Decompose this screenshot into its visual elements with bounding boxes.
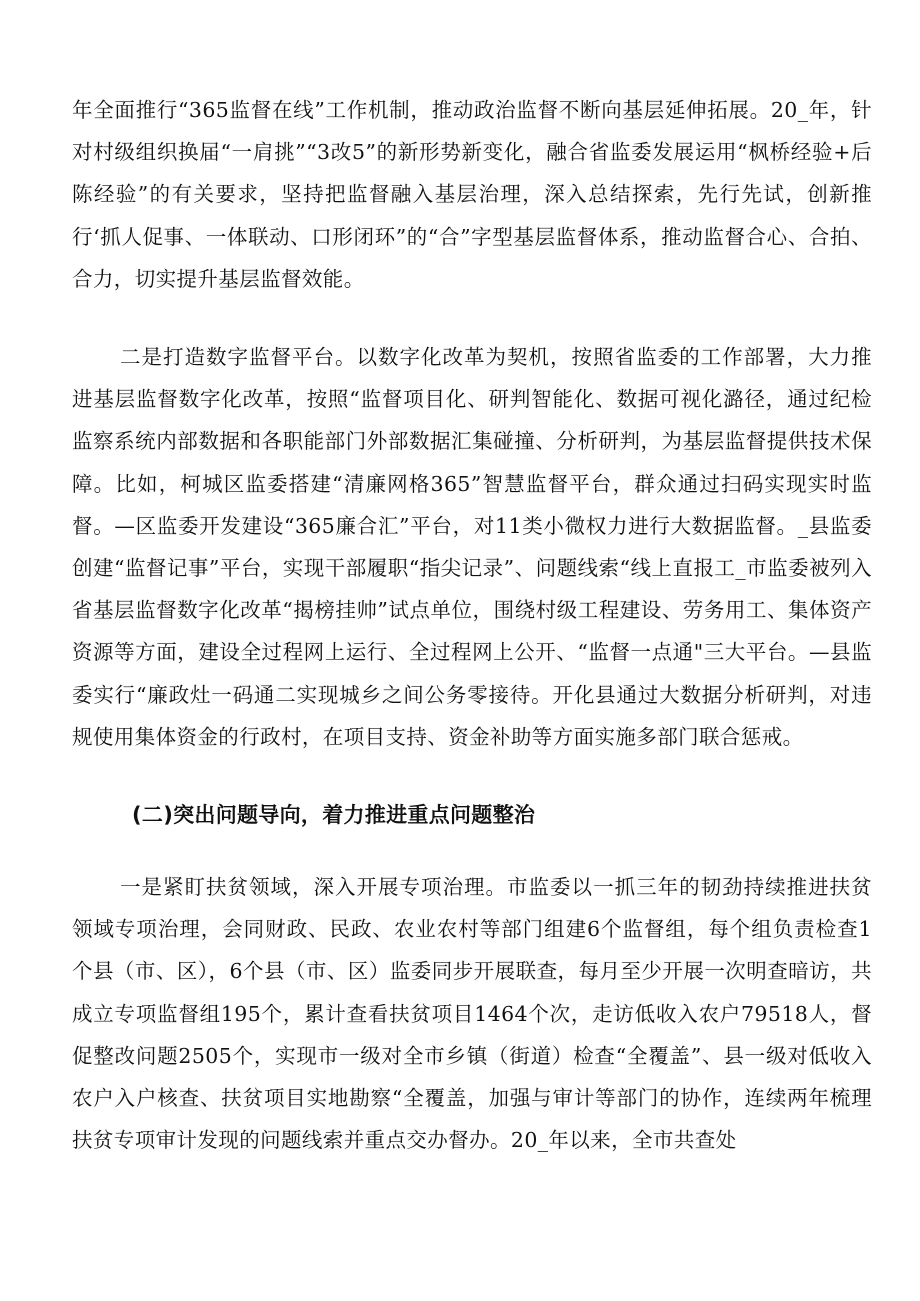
section-heading: (二)突出问题导向，着力推进重点问题整治: [132, 803, 536, 828]
paragraph-poverty-alleviation: 一是紧盯扶贫领域，深入开展专项治理。市监委以一抓三年的韧劲持续推进扶贫领域专项治理，会同财政、民政、农业农村等部门组建6个监督组，每个组负责检查1个县（市、区），6个县（市、区）监委同步开展联查，每月至少开展一次明查暗访，共成立专项监督组195个，累计查看扶贫项目1464个次，走访低收入农户79518人，督促整改问题2505个，实现市一级对全市乡镇（街道）检查“全覆盖”、县一级对低收入农户入户核查、扶贫项目实地勘察“全覆盖，加强与审计等部门的协作，连续两年梳理扶贫专项审计发现的问题线索并重点交办督办。20_年以来，全市共查处: [72, 875, 872, 1153]
paragraph-spacer: [72, 300, 872, 336]
paragraph-digital-supervision-platform: 二是打造数字监督平台。以数字化改革为契机，按照省监委的工作部署，大力推进基层监督数字化改革，按照“监督项目化、研判智能化、数据可视化潞径，通过纪检监察系统内部数据和各职能部门外部数据汇集碰撞、分析研判，为基层监督提供技术保障。比如，柯城区监委搭建“清廉网格365”智慧监督平台，群众通过扫码实现实时监督。—区监委开发建设“365廉合汇”平台，对11类小微权力进行大数据监督。_县监委创建“监督记事”平台，实现干部履职“指尖记录”、问题线索“线上直报工_市监委被列入省基层监督数字化改革“揭榜挂帅”试点单位，围绕村级工程建设、劳务用工、集体资产资源等方面，建设全过程网上运行、全过程网上公开、“监督一点通"三大平台。—县监委实行“廉政灶一码通二实现城乡之间公务零接待。开化县通过大数据分析研判，对违规使用集体资金的行政村，在项目支持、资金补助等方面实施多部门联合惩戒。: [72, 345, 872, 749]
paragraph-spacer: [72, 836, 872, 866]
document-body: [72, 89, 872, 1161]
paragraph-spacer: [72, 758, 872, 794]
paragraph-continuation: 年全面推行“365监督在线”工作机制，推动政治监督不断向基层延伸拓展。20_年，针对村级组织换届“一肩挑”“3改5”的新形势新变化，融合省监委发展运用“枫桥经验+后陈经验”的有关要求，坚持把监督融入基层治理，深入总结探索，先行先试，创新推行‘抓人促事、一体联动、口形闭环”的“合”字型基层监督体系，推动监督合心、合拍、合力，切实提升基层监督效能。: [72, 98, 872, 291]
